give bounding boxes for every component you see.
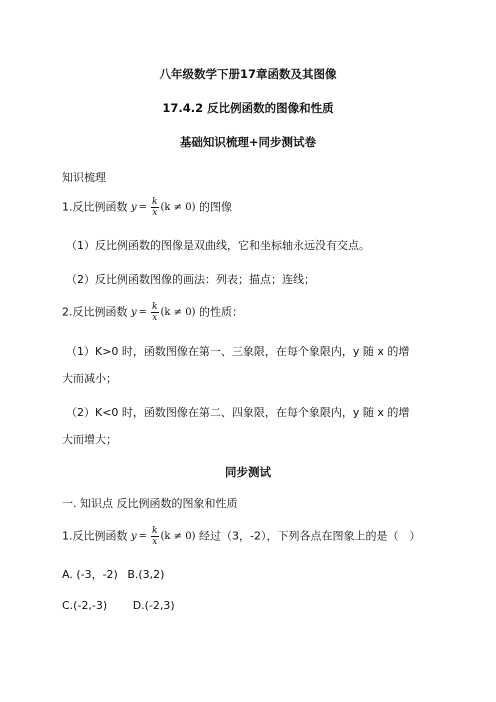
option-b: B.(3,2): [127, 568, 165, 581]
question-1: [62, 526, 420, 547]
options-row-1: [62, 566, 164, 582]
part-1-heading: 一. 知识点 反比例函数的图象和性质: [62, 497, 238, 510]
paragraph-1: （1）反比例函数的图像是双曲线，它和坐标轴永远没有交点。: [66, 239, 370, 252]
formula-1: [131, 197, 195, 218]
item1-suffix: 的图像: [198, 200, 232, 214]
test-heading: 同步测试: [225, 465, 271, 479]
item2-prefix: 2.反比例函数: [62, 305, 128, 319]
main-title: 八年级数学下册17章函数及其图像: [159, 67, 337, 81]
question-1-prefix: 1.反比例函数: [62, 529, 128, 543]
subtitle: 基础知识梳理+同步测试卷: [179, 135, 317, 149]
property-1-line-b: 大而减小；: [62, 372, 117, 385]
formula-numerator: k: [152, 197, 158, 207]
question-1-suffix: 经过（3，-2），下列各点在图象上的是（ ）: [198, 529, 421, 543]
formula-y: y: [131, 531, 137, 542]
item1: [62, 197, 232, 218]
property-1-line-a: （1）K>0 时，函数图像在第一、三象限，在每个象限内，y 随 x 的增: [66, 345, 410, 358]
formula-denominator: x: [152, 208, 158, 218]
formula-condition: (k ≠ 0): [160, 531, 196, 542]
formula-condition: (k ≠ 0): [160, 202, 196, 213]
formula-fraction: [151, 197, 158, 218]
section-title: 17.4.2 反比例函数的图像和性质: [162, 101, 334, 115]
formula-y: y: [131, 307, 137, 318]
item1-prefix: 1.反比例函数: [62, 200, 128, 214]
formula-eq: =: [138, 531, 148, 542]
formula-fraction: [151, 526, 158, 547]
property-2-line-b: 大而增大；: [62, 433, 117, 446]
formula-2: [131, 302, 195, 323]
formula-denominator: x: [152, 537, 158, 547]
formula-y: y: [131, 202, 137, 213]
formula-3: [131, 526, 195, 547]
option-d: D.(-2,3): [132, 599, 175, 612]
knowledge-heading: 知识梳理: [62, 171, 106, 184]
formula-numerator: k: [152, 302, 158, 312]
item2-suffix: 的性质：: [198, 305, 243, 319]
formula-numerator: k: [152, 526, 158, 536]
formula-denominator: x: [152, 313, 158, 323]
formula-fraction: [151, 302, 158, 323]
formula-condition: (k ≠ 0): [160, 307, 196, 318]
option-a: A. (-3，-2): [62, 568, 118, 581]
options-row-2: [62, 599, 175, 612]
paragraph-2: （2）反比例函数图像的画法：列表；描点；连线；: [66, 273, 315, 286]
item2: [62, 302, 243, 323]
property-2-line-a: （2）K<0 时，函数图像在第二、四象限，在每个象限内，y 随 x 的增: [66, 406, 410, 419]
formula-eq: =: [138, 307, 148, 318]
formula-eq: =: [138, 202, 148, 213]
option-c: C.(-2,-3): [62, 599, 108, 612]
